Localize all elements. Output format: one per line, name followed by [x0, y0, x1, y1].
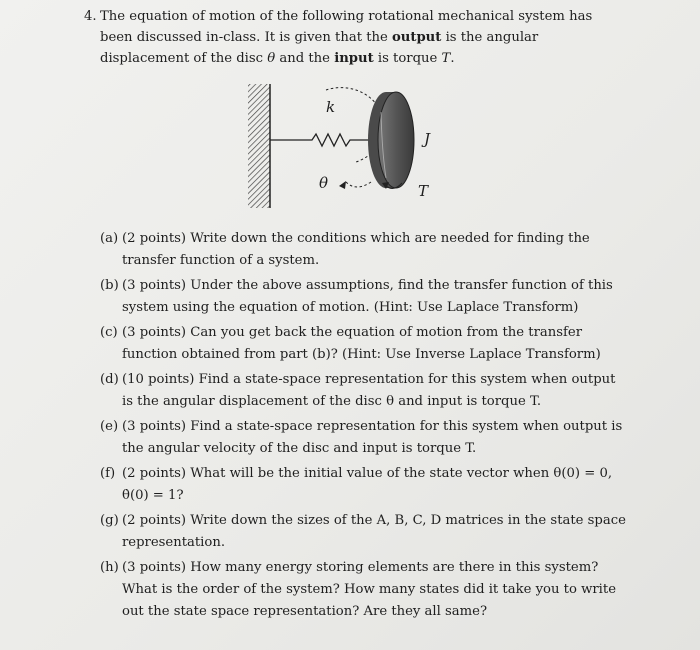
part-d — [100, 369, 628, 413]
problem-text-part: The equation of motion of the following rotational mechanical system has been discussed in-class. It is given that the — [100, 9, 593, 45]
problem-text-part: . — [450, 51, 455, 66]
part-letter: (e) — [100, 419, 119, 434]
part-letter: (g) — [100, 513, 119, 528]
part-a — [100, 228, 628, 272]
theta-dashed-arc — [346, 182, 371, 187]
theta-arrowhead — [339, 181, 346, 189]
disc-face — [378, 92, 414, 188]
part-letter: (b) — [100, 278, 119, 293]
problem-text-part: is the angular displacement of the disc — [100, 30, 539, 66]
problem-statement — [84, 6, 604, 69]
spring-label: k — [326, 98, 336, 116]
problem-text-part: and the — [275, 51, 335, 66]
part-letter: (c) — [100, 325, 118, 340]
angle-label: θ — [319, 174, 329, 192]
part-letter: (d) — [100, 372, 119, 387]
torque-label: T — [418, 182, 429, 200]
problem-text-part: is torque — [373, 51, 442, 66]
part-b — [100, 275, 628, 319]
mechanical-system-figure — [246, 82, 446, 212]
part-g — [100, 510, 628, 554]
problem-text — [100, 6, 604, 69]
part-letter: (a) — [100, 231, 119, 246]
problem-number: 4. — [84, 9, 97, 24]
part-letter: (h) — [100, 560, 119, 575]
part-letter: (f) — [100, 466, 116, 481]
part-text: (2 points) Write down the conditions which are needed for finding the transfer function of a system. — [122, 231, 590, 268]
part-h — [100, 557, 628, 623]
sub-questions-list — [100, 228, 628, 626]
part-text: (2 points) What will be the initial value of the state vector when θ(0) = 0, θ̇(0) = 1? — [122, 466, 613, 503]
disc-label: J — [424, 130, 431, 148]
part-f — [100, 463, 628, 507]
part-e — [100, 416, 628, 460]
output-keyword: output — [391, 30, 442, 45]
torque-symbol: T — [441, 51, 451, 66]
part-text: (2 points) Write down the sizes of the A, B, C, D matrices in the state space representation. — [122, 513, 626, 550]
part-text: (3 points) How many energy storing elements are there in this system? What is the order of the system? How many states did it take you to write out the state space representation? Are they all same? — [122, 560, 616, 619]
part-c — [100, 322, 628, 366]
wall-hatching — [248, 84, 270, 208]
mechanical-system-diagram — [246, 82, 446, 212]
part-text: (3 points) Under the above assumptions, find the transfer function of this system using the equation of motion. (Hint: Use Laplace Transform) — [122, 278, 613, 315]
part-text: (3 points) Find a state-space representation for this system when output is the angular velocity of the disc and input is torque T. — [122, 419, 623, 456]
theta-symbol: θ — [267, 51, 276, 66]
part-text: (10 points) Find a state-space representation for this system when output is the angular displacement of the disc θ and input is torque T. — [122, 372, 616, 409]
part-text: (3 points) Can you get back the equation of motion from the transfer function obtained from part (b)? (Hint: Use Inverse Laplace Transform) — [122, 325, 601, 362]
input-keyword: input — [334, 51, 374, 66]
